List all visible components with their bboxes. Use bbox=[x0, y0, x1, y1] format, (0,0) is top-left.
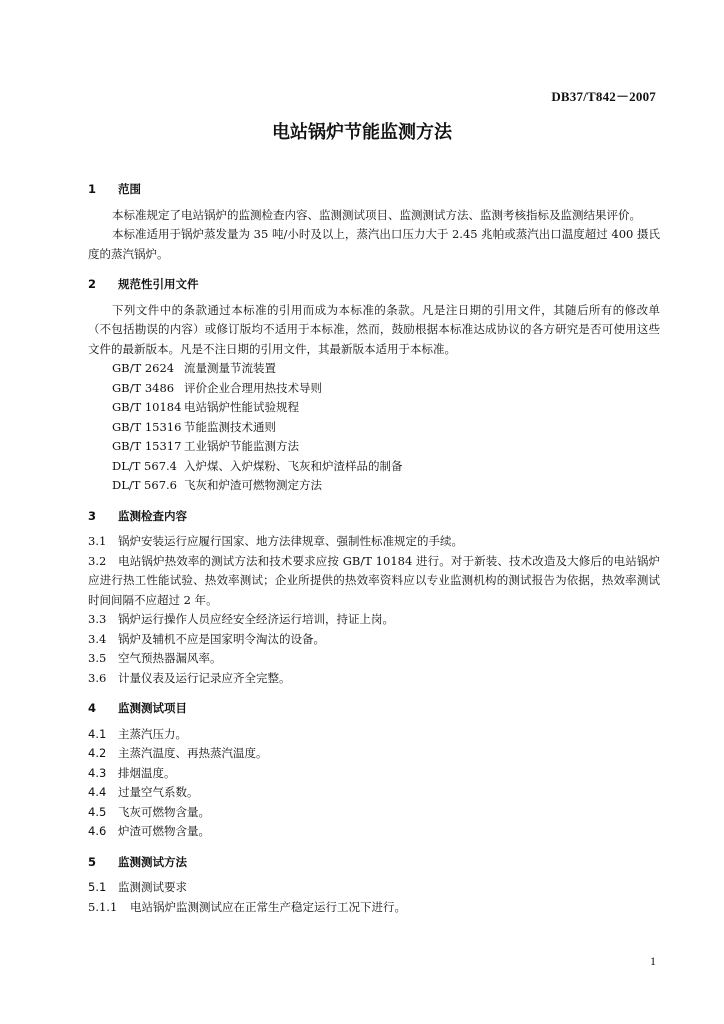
clause-item: 3.1 锅炉安装运行应履行国家、地方法律规章、强制性标准规定的手续。 bbox=[88, 534, 463, 548]
clause-item: 4.6 炉渣可燃物含量。 bbox=[88, 824, 210, 838]
page-number: 1 bbox=[650, 954, 656, 968]
clause-item: 5.1.1 电站锅炉监测测试应在正常生产稳定运行工况下进行。 bbox=[88, 899, 406, 914]
section-heading-1: 1 范围 bbox=[88, 182, 141, 196]
paragraph-scope-1: 本标准规定了电站锅炉的监测检查内容、监测测试项目、监测测试方法、监测考核指标及监测结果评价。 bbox=[112, 207, 641, 222]
reference-item: GB/T 3486 评价企业合理用热技术导则 bbox=[112, 380, 322, 395]
paragraph-references: 下列文件中的条款通过本标准的引用而成为本标准的条款。凡是注日期的引用文件，其随后所有的修改单（不包括勘误的内容）或修订版均不适用于本标准，然而，鼓励根据本标准达成协议的各方研究是否可使用这些文件的最新版本。凡是不注日期的引用文件，其最新版本适用于本标准。 bbox=[88, 302, 660, 356]
reference-item: GB/T 2624 流量测量节流装置 bbox=[112, 361, 276, 375]
clause-item: 3.6 计量仪表及运行记录应齐全完整。 bbox=[88, 670, 291, 685]
clause-item: 4.4 过量空气系数。 bbox=[88, 785, 199, 799]
clause-item: 4.3 排烟温度。 bbox=[88, 765, 176, 780]
clause-item: 4.1 主蒸汽压力。 bbox=[88, 726, 187, 741]
clause-item: 3.3 锅炉运行操作人员应经安全经济运行培训，持证上岗。 bbox=[88, 612, 394, 626]
clause-item: 3.5 空气预热器漏风率。 bbox=[88, 651, 222, 665]
subsection-heading: 5.1 监测测试要求 bbox=[88, 880, 187, 894]
clause-item: 3.4 锅炉及辅机不应是国家明令淘汰的设备。 bbox=[88, 631, 325, 646]
clause-item: 4.2 主蒸汽温度、再热蒸汽温度。 bbox=[88, 746, 268, 760]
clause-item: 3.2 电站锅炉热效率的测试方法和技术要求应按 GB/T 10184 进行。对于新装、技术改造及大修后的电站锅炉应进行热工性能试验、热效率测试；企业所提供的热效率资料应以专业监测机构的测试报告为依据，热效率测试时间间隔不应超过 2 年。 bbox=[88, 553, 660, 607]
standard-code: DB37/T842－2007 bbox=[551, 89, 656, 104]
reference-item: GB/T 10184 电站锅炉性能试验规程 bbox=[112, 400, 299, 414]
paragraph-scope-2: 本标准适用于锅炉蒸发量为 35 吨/小时及以上，蒸汽出口压力大于 2.45 兆帕或蒸汽出口温度超过 400 摄氏度的蒸汽锅炉。 bbox=[88, 227, 660, 261]
section-heading-5: 5 监测测试方法 bbox=[88, 854, 187, 869]
reference-item: GB/T 15316 节能监测技术通则 bbox=[112, 419, 276, 434]
reference-item: DL/T 567.6 飞灰和炉渣可燃物测定方法 bbox=[112, 478, 322, 492]
document-body bbox=[88, 180, 660, 917]
section-heading-4: 4 监测测试项目 bbox=[88, 701, 187, 715]
section-heading-3: 3 监测检查内容 bbox=[88, 508, 187, 523]
reference-item: DL/T 567.4 入炉煤、入炉煤粉、飞灰和炉渣样品的制备 bbox=[112, 458, 403, 473]
clause-item: 4.5 飞灰可燃物含量。 bbox=[88, 804, 210, 819]
reference-item: GB/T 15317 工业锅炉节能监测方法 bbox=[112, 439, 299, 453]
document-title: 电站锅炉节能监测方法 bbox=[272, 122, 452, 143]
section-heading-2: 2 规范性引用文件 bbox=[88, 277, 199, 291]
